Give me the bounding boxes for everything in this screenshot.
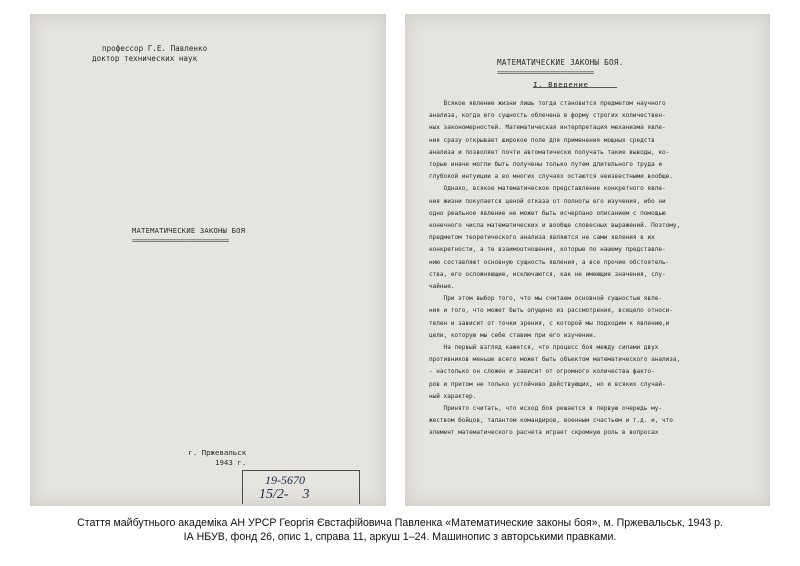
typewritten-body (429, 98, 759, 440)
text-line: чайные. (429, 283, 455, 291)
text-line: анализа, когда его сущность облечена в форму строгих количествен- (429, 112, 666, 120)
right-page-text-sheet (405, 14, 770, 506)
place-date-block (183, 448, 246, 468)
text-line: цели, которую мы себе ставим при его изучении. (429, 331, 597, 339)
stamp-reference: 15/2- 3 (259, 487, 310, 502)
author-name: профессор Г.Е. Павленко (102, 44, 208, 53)
text-line: При этом выбор того, что мы считаем основной сущностью явле- (429, 295, 662, 303)
text-line: анализа и позволяет почти автоматически получать такие выводы, ко- (429, 148, 670, 156)
text-line: телен и зависит от точки зрения, с которой мы подходим к явлению,и (429, 319, 670, 327)
text-line: ных закономерностей. Математическая интерпретация механизма явле- (429, 124, 666, 132)
text-line: ства, его осложняющие, исключаются, как не имеющие значения, слу- (429, 270, 666, 278)
author-degree: доктор технических наук (92, 54, 198, 63)
figure-caption (0, 516, 800, 544)
text-line: - настолько он сложен и зависит от огромного количества факто- (429, 368, 655, 376)
archive-stamp (242, 470, 360, 504)
text-line: Однако, всякое математическое представление конкретного явле- (429, 185, 666, 193)
text-line: ный характер. (429, 392, 477, 400)
section-heading-underline (533, 87, 617, 88)
stamp-number: 19-5670 (265, 473, 305, 487)
text-line: ния и того, что может быть опущено из рассмотрения, всецело относи- (429, 307, 673, 315)
text-line: глубокой интуиции а во многих случаях остаются неизвестными вообще. (429, 173, 673, 181)
place-text: г. Пржевальск (188, 448, 247, 457)
text-line: жеством бойцов, талантом командиров, военным счастьем и т.д. и, что (429, 417, 673, 425)
right-title-underline: ========================== (497, 69, 594, 77)
text-line: конкретности, а те взаимоотношения, которые по нашему представле- (429, 246, 666, 254)
left-page-title-sheet (30, 14, 386, 506)
text-line: одно реальное явление не может быть исчерпано описанием с помощью (429, 209, 666, 217)
text-line: Всякое явление жизни лишь тогда становится предметом научного (429, 100, 666, 107)
left-title-underline: ========================== (132, 237, 229, 245)
text-line: нию составляют основную сущность явления, а все прочие обстоятель- (429, 258, 670, 266)
text-line: предметом теоретического анализа являются не сами явления в их (429, 234, 655, 242)
text-line: Принято считать, что исход боя решается в первую очередь му- (429, 405, 662, 413)
text-line: На первый взгляд кажется, что процесс боя между силами двух (429, 344, 659, 352)
text-line: торые иначе могли быть получены только путем длительного труда и (429, 161, 662, 169)
year-text: 1943 г. (215, 458, 247, 467)
text-line: противников меньше всего может быть объектом математического анализа, (429, 356, 681, 364)
author-block (92, 44, 207, 64)
text-line: конечного числа математических и вообще словесных выражений. Поэтому, (429, 222, 681, 230)
section-heading: I. Введение (533, 80, 589, 89)
right-page-title: МАТЕМАТИЧЕСКИЕ ЗАКОНЫ БОЯ. (497, 58, 624, 67)
left-page-title: МАТЕМАТИЧЕСКИЕ ЗАКОНЫ БОЯ (132, 226, 246, 235)
text-line: ния жизни покупается ценой отказа от полноты его изучения, ибо ни (429, 197, 666, 205)
text-line: ния сразу открывает широкое поле для применения мощных средств (429, 136, 655, 144)
caption-line-1: Стаття майбутнього академіка АН УРСР Георгія Євстафійовича Павленка «Математические законы боя», м. Пржевальськ, 1943 р. (77, 517, 723, 529)
caption-line-2: ІА НБУВ, фонд 26, опис 1, справа 11, аркуш 1–24. Машинопис з авторськими правками. (183, 531, 617, 543)
text-line: ров и притом не только устойчиво действующих, но и всяких случай- (429, 380, 666, 388)
text-line: элемент математического расчета играет скромную роль в вопросах (429, 429, 659, 437)
